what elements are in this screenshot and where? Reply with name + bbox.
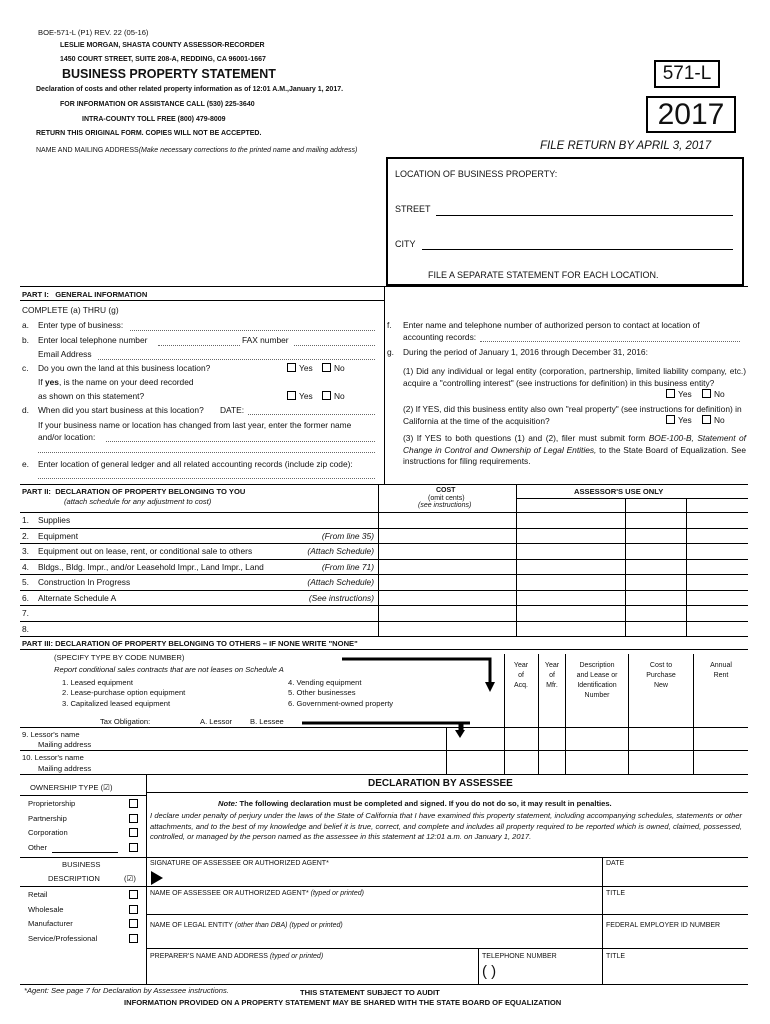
- toll-free: INTRA-COUNTY TOLL FREE (800) 479-8009: [82, 116, 226, 123]
- checkbox-icon: [666, 389, 675, 398]
- checkbox-icon: [702, 415, 711, 424]
- part2-cost-input[interactable]: [380, 560, 514, 574]
- part2-cost-input[interactable]: [380, 606, 514, 620]
- contact-person-label: Enter name and telephone number of authorized person to contact at location of: [403, 320, 700, 330]
- form-id: BOE-571-L (P1) REV. 22 (05-16): [38, 28, 149, 37]
- lessor-option[interactable]: A. Lessor: [200, 717, 233, 726]
- wholesale-checkbox[interactable]: [129, 905, 138, 914]
- control-interest-yes[interactable]: Yes: [666, 389, 692, 399]
- return-note: RETURN THIS ORIGINAL FORM. COPIES WILL NOT BE ACCEPTED.: [36, 130, 262, 137]
- lessee-option[interactable]: B. Lessee: [250, 717, 284, 726]
- declaration-text: I declare under penalty of perjury under the laws of the State of California that I have examined this property statement, including accompanying schedules, statements or other attachments, and to the best of my knowledge and belief it is true, correct, and complete and includes all property required to be reported which is owned, claimed, possessed, controlled, or managed by the person named as the assessee in this statement at 12:01 a.m. on January 1, 2017.: [150, 811, 742, 841]
- own-land-no[interactable]: No: [322, 363, 345, 373]
- title2-label: TITLE: [606, 953, 626, 960]
- manufacturer-checkbox[interactable]: [129, 919, 138, 928]
- part2-cost-input[interactable]: [380, 513, 514, 527]
- lessor-name-9: 9. Lessor's name: [22, 730, 80, 739]
- real-property-no[interactable]: No: [702, 415, 725, 425]
- agent-name-label: NAME OF ASSESSEE OR AUTHORIZED AGENT* (typed or printed): [150, 890, 364, 897]
- own-land-yes[interactable]: Yes: [287, 363, 313, 373]
- service-checkbox[interactable]: [129, 934, 138, 943]
- former-name-input[interactable]: [106, 441, 375, 442]
- part2-row-number: 6.: [22, 592, 29, 603]
- email-label: Email Address: [38, 349, 92, 359]
- audit-note: THIS STATEMENT SUBJECT TO AUDIT: [300, 988, 440, 997]
- boe-100b-note: (3) If YES to both questions (1) and (2), filer must submit form BOE-100-B, Statement of Change in Control and Ownership of Legal Entities, to the State Board of Equalization. See instructions for filing requirements.: [403, 433, 746, 466]
- location-title: LOCATION OF BUSINESS PROPERTY:: [395, 169, 558, 179]
- checkbox-icon: [287, 363, 296, 372]
- ledger-location-input[interactable]: [38, 478, 375, 479]
- street-input[interactable]: [436, 215, 733, 216]
- name-address-title: NAME AND MAILING ADDRESS: [36, 147, 139, 154]
- preparer-label: PREPARER'S NAME AND ADDRESS (typed or printed): [150, 953, 324, 960]
- ownership-title: OWNERSHIP TYPE (☑): [30, 783, 113, 792]
- part2-row-label: Bldgs., Bldg. Impr., and/or Leasehold Impr., Land Impr., Land: [38, 561, 264, 572]
- corporation-checkbox[interactable]: [129, 828, 138, 837]
- own-land-question: Do you own the land at this business location?: [38, 363, 211, 373]
- start-date-label: DATE:: [220, 405, 245, 415]
- telephone-label: TELEPHONE NUMBER: [482, 953, 557, 960]
- fax-input[interactable]: [294, 345, 375, 346]
- part2-row-label: Supplies: [38, 515, 71, 525]
- part1-complete: COMPLETE (a) THRU (g): [22, 305, 119, 315]
- col-year-mfr: Year of Mfr.: [544, 662, 560, 689]
- part2-row-note: (See instructions): [308, 592, 374, 603]
- former-name-note: If your business name or location has changed from last year, enter the former name: [38, 420, 352, 430]
- shared-info-note: INFORMATION PROVIDED ON A PROPERTY STATEMENT MAY BE SHARED WITH THE STATE BOARD OF EQUALIZATION: [124, 998, 562, 1007]
- business-description-title: DESCRIPTION: [48, 874, 100, 883]
- former-name-note2: and/or location:: [38, 432, 96, 442]
- part2-row-label: Equipment: [38, 530, 79, 541]
- fein-label: FEDERAL EMPLOYER ID NUMBER: [606, 922, 721, 929]
- part2-heading: PART II: DECLARATION OF PROPERTY BELONGING TO YOU: [22, 487, 246, 496]
- date-label: DATE: [606, 860, 625, 867]
- telephone-input[interactable]: ( ): [482, 963, 497, 980]
- declaration-title: DECLARATION BY ASSESSEE: [368, 778, 513, 789]
- part2-row-note: (From line 35): [321, 530, 374, 541]
- declaration-note: Note: The following declaration must be completed and signed. If you do not do so, it may result in penalties.: [218, 799, 612, 808]
- period-question: During the period of January 1, 2016 through December 31, 2016:: [403, 347, 648, 357]
- agent-footnote: *Agent: See page 7 for Declaration by Assessee instructions.: [24, 986, 229, 995]
- name-address-note: (Make necessary corrections to the printed name and mailing address): [138, 147, 358, 154]
- info-call: FOR INFORMATION OR ASSISTANCE CALL (530) 225-3640: [60, 101, 255, 108]
- business-type-label: Enter type of business:: [38, 320, 124, 330]
- city-input[interactable]: [422, 249, 733, 250]
- ledger-location-label: Enter location of general ledger and all related accounting records (include zip code):: [38, 459, 353, 469]
- other-ownership-checkbox[interactable]: [129, 843, 138, 852]
- part2-row-number: 1.: [22, 515, 29, 525]
- year-box: 2017: [646, 96, 736, 133]
- business-type-input[interactable]: [130, 330, 375, 331]
- part2-row-label: Equipment out on lease, rent, or conditional sale to others: [38, 546, 253, 556]
- cost-header: COST: [436, 487, 456, 494]
- real-property-yes[interactable]: Yes: [666, 415, 692, 425]
- part2-cost-input[interactable]: [380, 529, 514, 543]
- col-annual-rent: Annual Rent: [710, 662, 732, 679]
- name-address-label: [36, 147, 357, 154]
- assessor-use-header: ASSESSOR'S USE ONLY: [574, 487, 664, 496]
- part2-row-label: Construction In Progress: [38, 577, 131, 587]
- part2-subheading: (attach schedule for any adjustment to cost): [64, 497, 212, 506]
- part2-cost-input[interactable]: [380, 544, 514, 558]
- start-date-question: When did you start business at this location?: [38, 405, 204, 415]
- part3-heading: PART III: DECLARATION OF PROPERTY BELONGING TO OTHERS – IF NONE WRITE "NONE": [22, 639, 358, 648]
- part2-row-number: 7.: [22, 608, 29, 618]
- title-label: TITLE: [606, 890, 626, 897]
- checkbox-icon: [666, 415, 675, 424]
- part2-cost-input[interactable]: [380, 622, 514, 636]
- contact-person-input[interactable]: [480, 341, 740, 342]
- part3-specify: (SPECIFY TYPE BY CODE NUMBER): [54, 653, 185, 662]
- mailing-address-9: Mailing address: [38, 740, 92, 749]
- form-title: BUSINESS PROPERTY STATEMENT: [62, 67, 276, 81]
- city-label: CITY: [395, 239, 416, 249]
- arrow-icon-2: [300, 716, 470, 740]
- sign-here-arrow-icon: [150, 870, 164, 886]
- assessor-address: 1450 COURT STREET, SUITE 208-A, REDDING, CA 96001-1667: [60, 56, 266, 63]
- part2-cost-input[interactable]: [380, 575, 514, 589]
- lessor-name-10: 10. Lessor's name: [22, 753, 84, 762]
- phone-input[interactable]: [158, 345, 240, 346]
- deed-question: If yes, is the name on your deed recorded: [38, 377, 194, 387]
- control-interest-question: (1) Did any individual or legal entity (corporation, partnership, limited liability company, etc.) acquire a "controlling interest" (see instructions for definition) in this business entity?: [403, 366, 746, 388]
- partnership-checkbox[interactable]: [129, 814, 138, 823]
- part2-row-note: (Attach Schedule): [307, 546, 374, 556]
- former-name-input-2[interactable]: [38, 452, 375, 453]
- separate-statement-note: FILE A SEPARATE STATEMENT FOR EACH LOCATION.: [428, 270, 659, 280]
- real-property-question: (2) If YES, did this business entity also own "real property" (see instructions for definition) in California at the time of the acquisition?: [403, 404, 742, 426]
- part2-row-number: 4.: [22, 561, 29, 572]
- deed-yes[interactable]: Yes: [287, 391, 313, 401]
- part2-row-number: 5.: [22, 577, 29, 587]
- col-year-acq: Year of Acq.: [513, 662, 529, 689]
- col-description: Description and Lease or Identification Number: [576, 662, 618, 699]
- part1-heading: PART I: GENERAL INFORMATION: [22, 290, 148, 299]
- start-date-input[interactable]: [248, 414, 375, 415]
- deed-shown: as shown on this statement?: [38, 391, 145, 401]
- other-ownership-input[interactable]: [52, 852, 118, 853]
- phone-label: Enter local telephone number: [38, 335, 148, 345]
- mailing-address-10: Mailing address: [38, 764, 92, 773]
- location-box: [386, 157, 744, 286]
- deed-no[interactable]: No: [322, 391, 345, 401]
- assessor-name: LESLIE MORGAN, SHASTA COUNTY ASSESSOR-RECORDER: [60, 42, 265, 49]
- part2-row-number: 8.: [22, 623, 29, 634]
- date-field[interactable]: [606, 868, 746, 884]
- tax-obligation-label: Tax Obligation:: [100, 717, 151, 726]
- proprietorship-checkbox[interactable]: [129, 799, 138, 808]
- checkbox-icon: [322, 391, 331, 400]
- checkbox-icon: [322, 363, 331, 372]
- signature-label: SIGNATURE OF ASSESSEE OR AUTHORIZED AGENT*: [150, 860, 329, 867]
- part2-row-note: (Attach Schedule): [307, 577, 374, 587]
- checkbox-icon: [287, 391, 296, 400]
- part2-row-number: 3.: [22, 546, 29, 556]
- control-interest-no[interactable]: No: [702, 389, 725, 399]
- file-return-deadline: FILE RETURN BY APRIL 3, 2017: [540, 140, 712, 152]
- part2-row-label: Alternate Schedule A: [38, 592, 117, 603]
- form-number-box: 571-L: [654, 60, 720, 88]
- street-label: STREET: [395, 204, 431, 214]
- part2-row-number: 2.: [22, 530, 29, 541]
- checkbox-icon: [702, 389, 711, 398]
- email-input[interactable]: [98, 359, 375, 360]
- part2-cost-input[interactable]: [380, 591, 514, 605]
- part2-row-note: (From line 71): [321, 561, 374, 572]
- signature-field[interactable]: [168, 868, 598, 884]
- retail-checkbox[interactable]: [129, 890, 138, 899]
- declaration-note: Declaration of costs and other related property information as of 12:01 A.M.,January 1, 2017.: [36, 86, 344, 93]
- col-cost-new: Cost to Purchase New: [646, 662, 676, 689]
- fax-label: FAX number: [242, 335, 289, 345]
- legal-entity-label: NAME OF LEGAL ENTITY (other than DBA) (typed or printed): [150, 922, 343, 929]
- part3-report: Report conditional sales contracts that are not leases on Schedule A: [54, 665, 284, 674]
